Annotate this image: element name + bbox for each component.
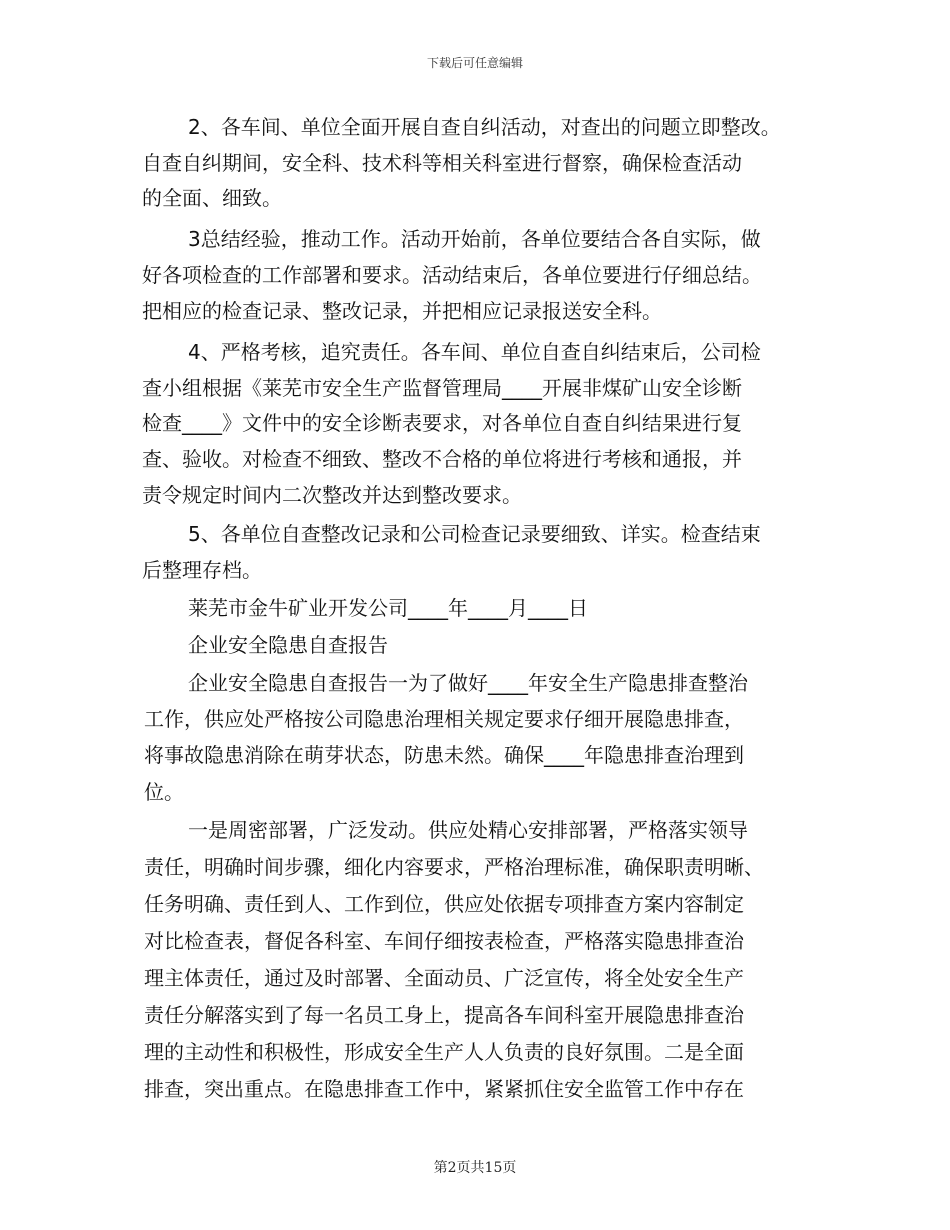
paragraph-line: 理主体责任，通过及时部署、全面动员、广泛宣传，将全处安全生产 xyxy=(144,966,744,990)
paragraph-line: 查、验收。对检查不细致、整改不合格的单位将进行考核和通报，并 xyxy=(142,447,742,471)
paragraph-line: 责任，明确时间步骤，细化内容要求，严格治理标准，确保职责明晰、 xyxy=(144,855,764,879)
paragraph-line: 5、各单位自查整改记录和公司检查记录要细致、详实。检查结束 xyxy=(188,522,761,546)
paragraph-line: 3总结经验，推动工作。活动开始前，各单位要结合各自实际，做 xyxy=(188,227,761,251)
paragraph-line: 后整理存档。 xyxy=(142,558,262,582)
paragraph-line: 把相应的检查记录、整改记录，并把相应记录报送安全科。 xyxy=(142,299,662,323)
paragraph-line: 查小组根据《莱芜市安全生产监督管理局____开展非煤矿山安全诊断 xyxy=(142,376,742,400)
paragraph-line: 对比检查表，督促各科室、车间仔细按表检查，严格落实隐患排查治 xyxy=(144,929,744,953)
page-header: 下载后可任意编辑 xyxy=(426,56,523,70)
paragraph-line: 4、严格考核，追究责任。各车间、单位自查自纠结束后，公司检 xyxy=(188,340,761,364)
paragraph-line: 理的主动性和积极性，形成安全生产人人负责的良好氛围。二是全面 xyxy=(144,1040,744,1064)
paragraph-line: 位。 xyxy=(144,780,184,804)
paragraph-line: 将事故隐患消除在萌芽状态，防患未然。确保____年隐患排查治理到 xyxy=(144,743,744,767)
paragraph-line: 工作，供应处严格按公司隐患治理相关规定要求仔细开展隐患排查， xyxy=(144,707,744,731)
paragraph-line: 企业安全隐患自查报告一为了做好____年安全生产隐患排查整治 xyxy=(188,671,748,695)
paragraph-line: 自查自纠期间，安全科、技术科等相关科室进行督察，确保检查活动 xyxy=(142,151,742,175)
page-number: 第2页共15页 xyxy=(433,1160,517,1176)
paragraph-line: 责令规定时间内二次整改并达到整改要求。 xyxy=(142,483,522,507)
paragraph-line: 排查，突出重点。在隐患排查工作中，紧紧抓住安全监管工作中存在 xyxy=(144,1077,744,1101)
paragraph-line: 2、各车间、单位全面开展自查自纠活动，对查出的问题立即整改。 xyxy=(188,115,781,139)
paragraph-line: 责任分解落实到了每一名员工身上，提高各车间科室开展隐患排查治 xyxy=(144,1003,744,1027)
paragraph-line: 好各项检查的工作部署和要求。活动结束后，各单位要进行仔细总结。 xyxy=(142,263,762,287)
paragraph-line: 的全面、细致。 xyxy=(142,186,282,210)
paragraph-line: 任务明确、责任到人、工作到位，供应处依据专项排查方案内容制定 xyxy=(144,892,744,916)
paragraph-line: 一是周密部署，广泛发动。供应处精心安排部署，严格落实领导 xyxy=(188,818,748,842)
paragraph-line: 检查____》文件中的安全诊断表要求，对各单位自查自纠结果进行复 xyxy=(142,411,742,435)
section-title: 企业安全隐患自查报告 xyxy=(188,633,388,657)
signature-date-line: 莱芜市金牛矿业开发公司____年____月____日 xyxy=(188,596,588,620)
